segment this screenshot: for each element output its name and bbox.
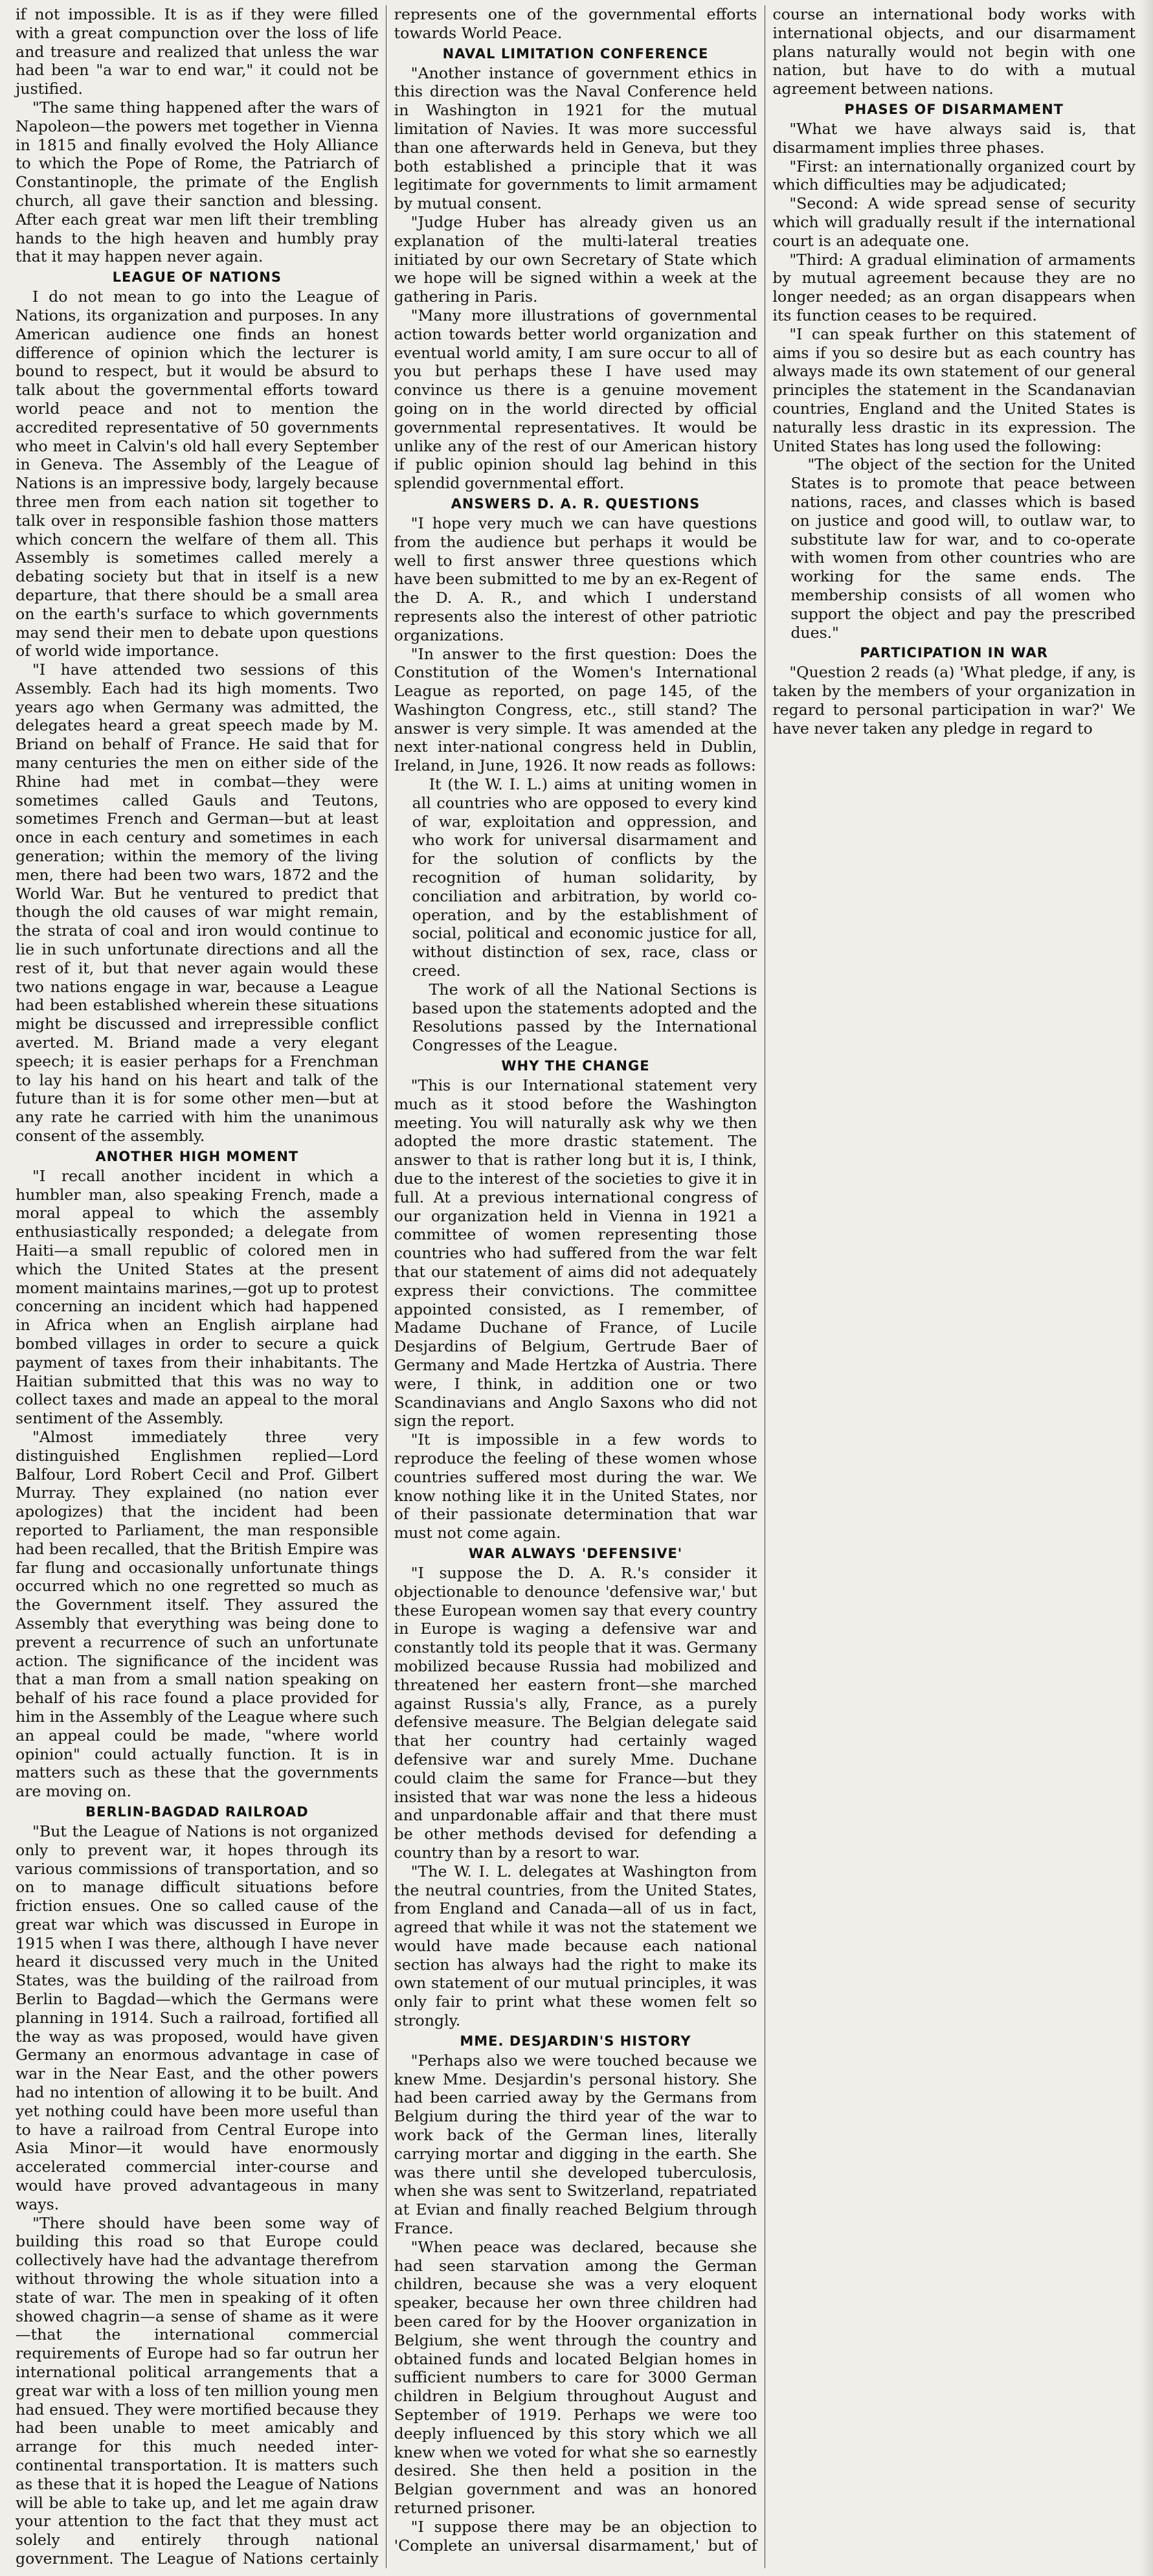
section-heading: WAR ALWAYS 'DEFENSIVE' (468, 1545, 683, 1561)
section-heading: NAVAL LIMITATION CONFERENCE (442, 45, 709, 62)
paragraph: "This is our International statement very much as it stood before the Washington meeting. You will naturally ask why we then adopted the more drastic statement. The answer to that is rather long but it is, I think, due to the interest of the societies to give it in full. At a previous international congress of our organization held in Vienna in 1921 a committee of women representing those countries who had suffered from the war felt that our statement of aims did not adequately express their convictions. The committee appointed consisted, as I remember, of Madame Duchane of France, of Lucile Desjardins of Belgium, Gertrude Baer of Germany and Made Hertzka of Austria. There were, I think, in addition one or two Scandinavians and Anglo Saxons who did not sign the report. (394, 1076, 757, 1430)
paragraph: I do not mean to go into the League of Nations, its organization and purposes. In any American audience one finds an honest difference of opinion which the lecturer is bound to respect, but it would be absurd to talk about the governmental efforts toward world peace and not to mention the accredited representative of 50 governments who meet in Calvin's old hall every September in Geneva. The Assembly of the League of Nations is an impressive body, largely because three men from each nation sit together to talk over in responsible fashion those matters which concern the welfare of them all. This Assembly is sometimes called merely a debating society but that in itself is a new departure, that there should be a small area on the earth's surface to which governments may send their men to debate upon questions of world wide importance. (16, 288, 379, 661)
paragraph: "I can speak further on this statement of aims if you so desire but as each country has always made its own statement of our general principles the statement in the Scandanavian countries, England and the United States is naturally less drastic in its expression. The United States has long used the following: (772, 324, 1136, 455)
paragraph: "The same thing happened after the wars of Napoleon—the powers met together in Vienna in 1815 and finally evolved the Holy Alliance to which the Pope of Rome, the Patriarch of Constantinople, the primate of the English church, all gave their sanction and blessing. After each great war men lift their trembling hands to the high heaven and humbly pray that it may happen never again. (16, 98, 379, 266)
section-heading: ANSWERS D. A. R. QUESTIONS (451, 495, 700, 512)
paragraph: "In answer to the first question: Does the Constitution of the Women's International League as reported, on page 145, of the Washington Congress, etc., still stand? The answer is very simple. It was amended at the next inter-national congress held in Dublin, Ireland, in June, 1926. It now reads as follows: (394, 644, 757, 775)
paragraph: "I suppose there may be an objection to 'Complete an universal disarmament,' but of course an international body works with international objects, and our disarmament plans naturally would not begin with one nation, but have to do with a mutual agreement between nations. (394, 5, 1136, 2555)
paragraph: "I suppose the D. A. R.'s consider it objectionable to denounce 'defensive war,' but these European women say that every country in Europe is waging a defensive war and constantly told its people that it was. Germany mobilized because Russia had mobilized and threatened her eastern front—she marched against Russia's ally, France, as a purely defensive measure. The Belgian delegate said that her country had certainly waged defensive war and surely Mme. Duchane could claim the same for France—but they insisted that war was none the less a hideous and unpardonable affair and that there must be other methods devised for defending a country than by a resort to war. (394, 1563, 757, 1862)
paragraph: "When peace was declared, because she had seen starvation among the German children, because she was a very eloquent speaker, because her own three children had been cared for by the Hoover organization in Belgium, she went through the country and obtained funds and located Belgian homes in sufficient numbers to care for 3000 German children in Belgium throughout August and September of 1919. Perhaps we were too deeply influenced by this story which we all knew when we voted for what she so earnestly desired. She then held a position in the Belgian government and was an honored returned prisoner. (394, 2237, 757, 2517)
section-heading: PARTICIPATION IN WAR (860, 645, 1048, 661)
paragraph: "Judge Huber has already given us an explanation of the multi-lateral treaties initiated by our own Secretary of State which we hope will be signed within a week at the gathering in Paris. (394, 212, 757, 306)
paragraph: "First: an internationally organized court by which difficulties may be adjudicated; (772, 157, 1136, 194)
paragraph: "It is impossible in a few words to reproduce the feeling of these women whose countries suffered most during the war. We know nothing like it in the United States, nor of their passionate determination that war must not come again. (394, 1430, 757, 1542)
paragraph: "Second: A wide spread sense of security which will gradually result if the international court is an adequate one. (772, 194, 1136, 250)
paragraph: "Question 2 reads (a) 'What pledge, if any, is taken by the members of your organization in regard to personal participation in war?' We have never taken any pledge in regard to (772, 663, 1136, 738)
page-edge (1140, 0, 1153, 2576)
paragraph: "Many more illustrations of governmental action towards better world organization and eventual world amity, I am sure occur to all of you but perhaps these I have used may convince us there is a genuine movement going on in the world directed by official governmental representatives. It would be unlike any of the rest of our American history if public opinion should lag behind in this splendid governmental effort. (394, 306, 757, 493)
paragraph: "I have attended two sessions of this Assembly. Each had its high moments. Two years ago when Germany was admitted, the delegates heard a great speech made by M. Briand on behalf of France. He said that for many centuries the men on either side of the Rhine had met in combat—they were sometimes called Gauls and Teutons, sometimes French and German—but at least once in each century and sometimes in each generation; within the memory of the living men, there had been two wars, 1872 and the World War. But he ventured to predict that though the old causes of war might remain, the strata of coal and iron would continue to lie in such unfortunate directions and all the rest of it, but that never again would these two nations engage in war, because a League had been established wherein these situations might be discussed and irrepressible conflict averted. M. Briand made a very elegant speech; it is easier perhaps for a Frenchman to lay his hand on his heart and talk of the future than it is for some other men—but at any rate he carried with him the unanimous consent of the assembly. (16, 661, 379, 1146)
section-heading: MME. DESJARDIN'S HISTORY (460, 2033, 691, 2049)
paragraph: "What we have always said is, that disarmament implies three phases. (772, 119, 1136, 157)
paragraph: "Another instance of government ethics in this direction was the Naval Conference held in Washington in 1921 for the mutual limitation of Navies. It was more successful than one afterwards held in Geneva, but they both established a principle that it was legitimate for governments to limit armament by mutual consent. (394, 63, 757, 213)
section-heading: WHY THE CHANGE (501, 1058, 650, 1074)
paragraph: "Perhaps also we were touched because we knew Mme. Desjardin's personal history. She had been carried away by the Germans from Belgium during the third year of the war to work back of the German lines, literally carrying mortar and digging in the earth. She was there until she developed tuberculosis, when she was sent to Switzerland, repatriated at Evian and finally reached Belgium through France. (394, 2051, 757, 2238)
paragraph: "I recall another incident in which a humbler man, also speaking French, made a moral appeal to which the assembly enthusiastically responded; a delegate from Haiti—a small republic of colored men in which the United States at the present moment maintains marines,—got up to protest concerning an incident which had happened in Africa when an English airplane had bombed villages in order to secure a quick payment of taxes from their inhabitants. The Haitian submitted that this was no way to collect taxes and made an appeal to the moral sentiment of the Assembly. (16, 1166, 379, 1428)
section-heading: ANOTHER HIGH MOMENT (95, 1148, 299, 1164)
paragraph: if not impossible. It is as if they were filled with a great compunction over the loss of life and treasure and realized that unless the war had been "a war to end war," it could not be justified. (16, 5, 379, 98)
paragraph: "But the League of Nations is not organized only to prevent war, it hopes through its various commissions of transportation, and so on to manage difficult situations before friction ensues. One so called cause of the great war which was discussed in Europe in 1915 when I was there, although I have never heard it discussed very much in the United States, was the building of the railroad from Berlin to Bagdad—which the Germans were planning in 1914. Such a railroad, fortified all the way as was proposed, would have given Germany an enormous advantage in case of war in the Near East, and the other powers had no intention of allowing it to be built. And yet nothing could have been more useful than to have a railroad from Central Europe into Asia Minor—it would have enormously accelerated commercial inter-course and would have proved advantageous in many ways. (16, 1822, 379, 2213)
paragraph: "There should have been some way of building this road so that Europe could collectively have had the advantage therefrom without throwing the whole situation into a state of war. The men in speaking of it often showed chagrin—a sense of shame as it were—that the international commercial requirements of Europe had so far outrun her international political arrangements that a great war with a loss of ten million young men had ensued. They were mortified because they had been unable to meet amicably and arrange for this much needed inter-continental transportation. It is matters such as these that it is hoped the League of Nations will be able to take up, and let me again draw your attention to the fact that they must act solely and entirely through national government. The League of Nations certainly represents one of the governmental efforts towards World Peace. (16, 5, 757, 2568)
paragraph: "I hope very much we can have questions from the audience but perhaps it would be well to first answer three questions which have been submitted to me by an ex-Regent of the D. A. R., and which I understand represents also the interest of other patriotic organizations. (394, 514, 757, 644)
paragraph: "Third: A gradual elimination of armaments by mutual agreement because they are no longer needed; as an organ disappears when its function ceases to be required. (772, 250, 1136, 324)
section-heading: BERLIN-BAGDAD RAILROAD (85, 1803, 309, 1820)
quoted-paragraph: The work of all the National Sections is based upon the statements adopted and the Resolutions passed by the International Congresses of the League. (412, 980, 757, 1055)
paragraph: "The W. I. L. delegates at Washington from the neutral countries, from the United States, from England and Canada—all of us in fact, agreed that while it was not the statement we would have made because each national section has always had the right to make its own statement of our mutual principles, it was only fair to print what these women felt so strongly. (394, 1862, 757, 2030)
paragraph: "Almost immediately three very distinguished Englishmen replied—Lord Balfour, Lord Robert Cecil and Prof. Gilbert Murray. They explained (no nation ever apologizes) that the incident had been reported to Parliament, the man responsible had been recalled, that the British Empire was far flung and occasionally unfortunate things occurred which no one regretted so much as the Government itself. They assured the Assembly that everything was being done to prevent a recurrence of such an unfortunate action. The significance of the incident was that a man from a small nation speaking on behalf of his race found a place provided for him in the Assembly of the League where such an appeal could be made, "where world opinion" could actually function. It is in matters such as these that the governments are moving on. (16, 1427, 379, 1801)
quoted-paragraph: "The object of the section for the United States is to promote that peace between nations, races, and classes which is based on justice and good will, to outlaw war, to substitute law for war, and to co-operate with women from other countries who are working for the same ends. The membership consists of all women who support the object and pay the prescribed dues." (790, 455, 1136, 642)
section-heading: LEAGUE OF NATIONS (112, 269, 282, 286)
section-heading: PHASES OF DISARMAMENT (844, 101, 1064, 117)
article-body (16, 0, 1136, 2568)
quoted-paragraph: It (the W. I. L.) aims at uniting women in all countries who are opposed to every kind of war, exploitation and oppression, and who work for universal disarmament and for the solution of conflicts by the recognition of human solidarity, by conciliation and arbitration, by world co-operation, and by the establishment of social, political and economic justice for all, without distinction of sex, race, class or creed. (412, 775, 757, 980)
